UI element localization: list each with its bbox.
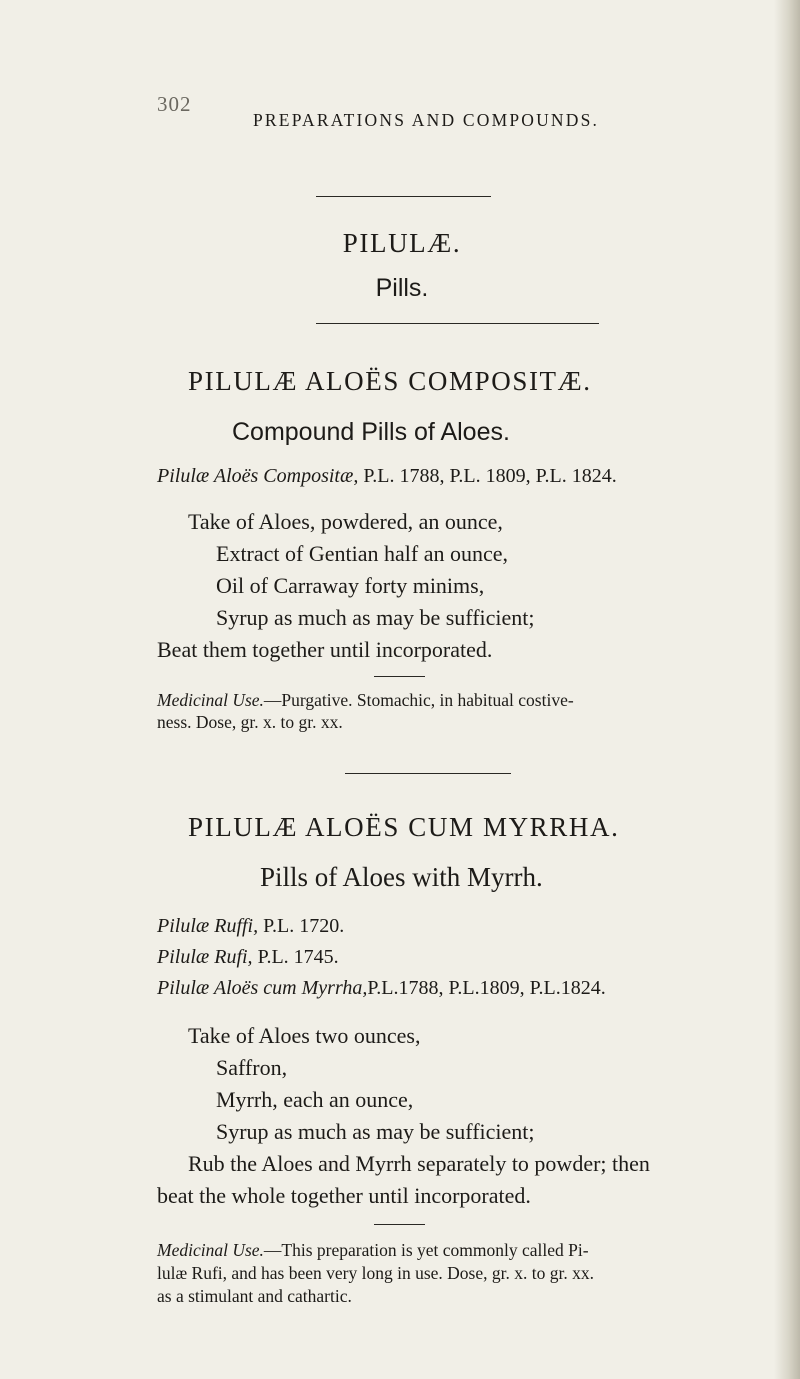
divider-rule [316,323,599,324]
section-subtitle: Pills. [375,274,429,302]
divider-rule [345,773,511,774]
pharmacopoeia-reference [157,465,617,488]
pharmacopoeia-reference [157,915,344,938]
pharmacopoeia-reference [157,977,606,1000]
recipe-line: Myrrh, each an ounce, [216,1087,414,1112]
entry-title: PILULÆ ALOËS COMPOSITÆ. [188,366,592,396]
entry-subtitle: Pills of Aloes with Myrrh. [260,862,543,892]
section-title: PILULÆ. [342,228,462,258]
recipe-line: Take of Aloes, powdered, an ounce, [188,509,503,534]
recipe-line: Syrup as much as may be sufficient; [216,605,535,630]
recipe-line: Saffron, [216,1055,288,1080]
recipe-line: Take of Aloes two ounces, [188,1023,421,1048]
divider-rule [374,676,425,677]
recipe-line: Extract of Gentian half an ounce, [216,541,508,566]
divider-rule [316,196,491,197]
recipe-line: Oil of Carraway forty minims, [216,573,485,598]
medicinal-use-text: lulæ Rufi, and has been very long in use. Dose, gr. x. to gr. xx. [157,1263,594,1283]
recipe-line: Beat them together until incorporated. [157,637,493,662]
pharmacopoeia-reference [157,946,339,969]
medicinal-use-text: —Purgative. Stomachic, in habitual costive- [263,690,574,710]
medicinal-use-note [157,690,574,711]
reference-years: P.L.1788, P.L.1809, P.L.1824. [367,977,606,999]
recipe-line: Syrup as much as may be sufficient; [216,1119,535,1144]
medicinal-use-text: ness. Dose, gr. x. to gr. xx. [157,712,343,732]
running-header: PREPARATIONS AND COMPOUNDS. [253,110,600,130]
divider-rule [374,1224,425,1225]
medicinal-use-label: Medicinal Use. [157,690,264,710]
reference-years: P.L. 1788, P.L. 1809, P.L. 1824. [358,465,617,487]
medicinal-use-label: Medicinal Use. [157,1240,264,1260]
entry-subtitle: Compound Pills of Aloes. [232,418,510,446]
recipe-line: beat the whole together until incorporated. [157,1183,531,1208]
medicinal-use-text: as a stimulant and cathartic. [157,1286,352,1306]
page-number: 302 [157,92,192,116]
reference-latin-name: Pilulæ Ruffi, [157,915,259,937]
entry-title: PILULÆ ALOËS CUM MYRRHA. [188,812,620,842]
reference-years: P.L. 1720. [258,915,345,937]
reference-latin-name: Pilulæ Rufi, [157,946,253,968]
recipe-line: Rub the Aloes and Myrrh separately to powder; then [188,1151,650,1176]
reference-latin-name: Pilulæ Aloës Compositæ, [157,465,359,487]
reference-years: P.L. 1745. [252,946,339,968]
reference-latin-name: Pilulæ Aloës cum Myrrha, [157,977,368,999]
medicinal-use-note [157,1240,589,1261]
medicinal-use-text: —This preparation is yet commonly called Pi- [263,1240,589,1260]
